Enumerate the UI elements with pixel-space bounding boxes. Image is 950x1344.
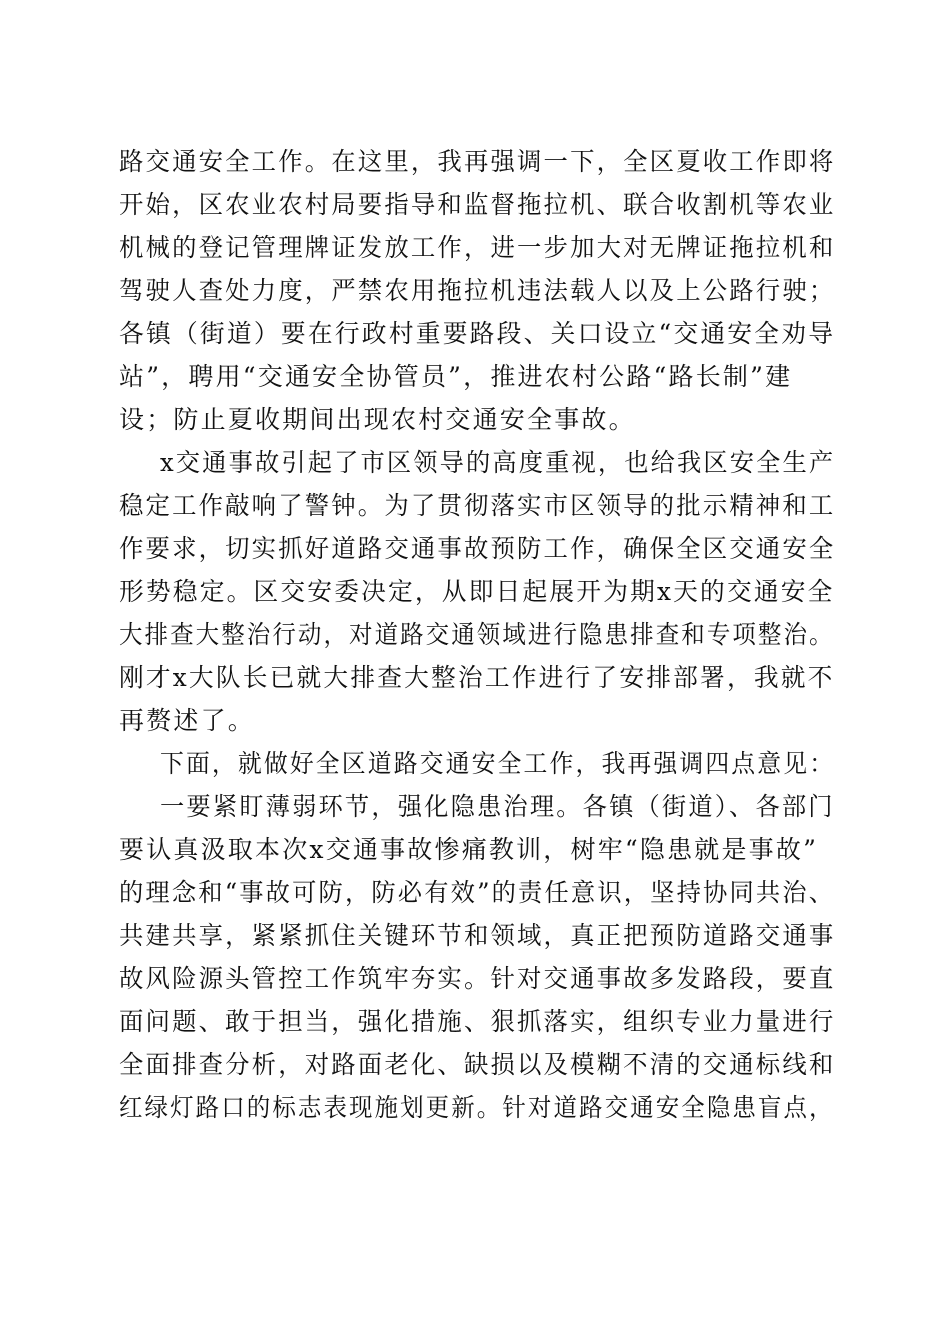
text-line: 红绿灯路口的标志表现施划更新。针对道路交通安全隐患盲点， [119, 1093, 835, 1122]
text-line: 设；防止夏收期间出现农村交通安全事故。 [119, 405, 636, 434]
text-line: 大排查大整治行动，对道路交通领域进行隐患排查和专项整治。 [119, 620, 835, 649]
text-line: 稳定工作敲响了警钟。为了贯彻落实市区领导的批示精神和工 [119, 491, 836, 520]
text-line: 共建共享，紧紧抓住关键环节和领域，真正把预防道路交通事 [119, 921, 836, 950]
text-line: x交通事故引起了市区领导的高度重视，也给我区安全生产 [160, 448, 836, 477]
text-line: 一要紧盯薄弱环节，强化隐患治理。各镇（街道）、各部门 [160, 792, 835, 821]
text-line: 路交通安全工作。在这里，我再强调一下，全区夏收工作即将 [119, 147, 836, 176]
text-line: 开始，区农业农村局要指导和监督拖拉机、联合收割机等农业 [119, 190, 836, 219]
text-line: 面问题、敢于担当，强化措施、狠抓落实，组织专业力量进行 [119, 1007, 836, 1036]
text-line: 机械的登记管理牌证发放工作，进一步加大对无牌证拖拉机和 [119, 233, 836, 262]
text-line: 故风险源头管控工作筑牢夯实。针对交通事故多发路段，要直 [119, 964, 836, 993]
text-line: 刚才x大队长已就大排查大整治工作进行了安排部署，我就不 [119, 663, 835, 692]
text-line: 驾驶人查处力度，严禁农用拖拉机违法载人以及上公路行驶； [119, 276, 836, 305]
text-line: 作要求，切实抓好道路交通事故预防工作，确保全区交通安全 [119, 534, 836, 563]
text-line: 要认真汲取本次x交通事故惨痛教训，树牢“隐患就是事故” [119, 835, 819, 864]
text-line: 全面排查分析，对路面老化、缺损以及模糊不清的交通标线和 [119, 1050, 836, 1079]
text-line: 再赘述了。 [119, 706, 256, 735]
text-line: 下面，就做好全区道路交通安全工作，我再强调四点意见： [160, 749, 836, 778]
text-line: 形势稳定。区交安委决定，从即日起展开为期x天的交通安全 [119, 577, 835, 606]
text-line: 各镇（街道）要在行政村重要路段、关口设立“交通安全劝导 [119, 319, 836, 348]
text-line: 的理念和“事故可防，防必有效”的责任意识，坚持协同共治、 [119, 878, 836, 907]
text-line: 站”，聘用“交通安全协管员”，推进农村公路“路长制”建 [119, 362, 793, 391]
